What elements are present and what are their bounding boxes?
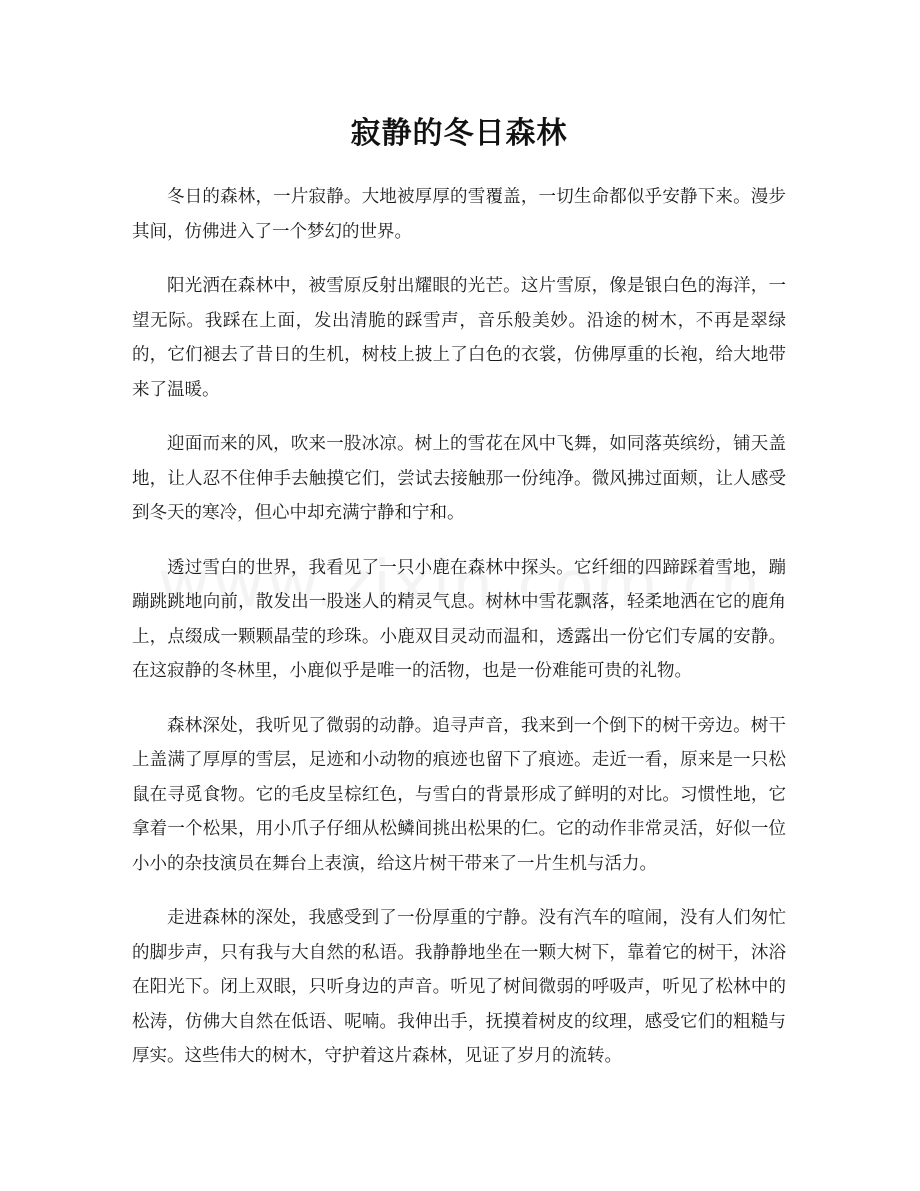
paragraph: 透过雪白的世界，我看见了一只小鹿在森林中探头。它纤细的四蹄踩着雪地，蹦蹦跳跳地向前，散发出一股迷人的精灵气息。树林中雪花飘落，轻柔地洒在它的鹿角上，点缀成一颗颗晶莹的珍珠。小鹿双目灵动而温和，透露出一份它们专属的安静。在这寂静的冬林里，小鹿似乎是唯一的活物，也是一份难能可贵的礼物。 bbox=[132, 557, 786, 681]
page-title: 寂静的冬日森林 bbox=[350, 116, 568, 151]
paragraph: 走进森林的深处，我感受到了一份厚重的宁静。没有汽车的喧闹，没有人们匆忙的脚步声，只有我与大自然的私语。我静静地坐在一颗大树下，靠着它的树干，沐浴在阳光下。闭上双眼，只听身边的声音。听见了树间微弱的呼吸声，听见了松林中的松涛，仿佛大自然在低语、呢喃。我伸出手，抚摸着树皮的纹理，感受它们的粗糙与厚实。这些伟大的树木，守护着这片森林，见证了岁月的流转。 bbox=[132, 908, 786, 1066]
paragraph: 迎面而来的风，吹来一股冰凉。树上的雪花在风中飞舞，如同落英缤纷，铺天盖地，让人忍不住伸手去触摸它们，尝试去接触那一份纯净。微风拂过面颊，让人感受到冬天的寒冷，但心中却充满宁静和宁和。 bbox=[132, 434, 786, 523]
paragraph: 森林深处，我听见了微弱的动静。追寻声音，我来到一个倒下的树干旁边。树干上盖满了厚厚的雪层，足迹和小动物的痕迹也留下了痕迹。走近一看，原来是一只松鼠在寻觅食物。它的毛皮呈棕红色，与雪白的背景形成了鲜明的对比。习惯性地，它拿着一个松果，用小爪子仔细从松鳞间挑出松果的仁。它的动作非常灵活，好似一位小小的杂技演员在舞台上表演，给这片树干带来了一片生机与活力。 bbox=[132, 715, 786, 874]
paragraph: 冬日的森林，一片寂静。大地被厚厚的雪覆盖，一切生命都似乎安静下来。漫步其间，仿佛进入了一个梦幻的世界。 bbox=[132, 187, 786, 242]
paragraph: 阳光洒在森林中，被雪原反射出耀眼的光芒。这片雪原，像是银白色的海洋，一望无际。我踩在上面，发出清脆的踩雪声，音乐般美妙。沿途的树木，不再是翠绿的，它们褪去了昔日的生机，树枝上披上了白色的衣裳，仿佛厚重的长袍，给大地带来了温暖。 bbox=[132, 276, 786, 400]
document-body bbox=[132, 180, 786, 1074]
